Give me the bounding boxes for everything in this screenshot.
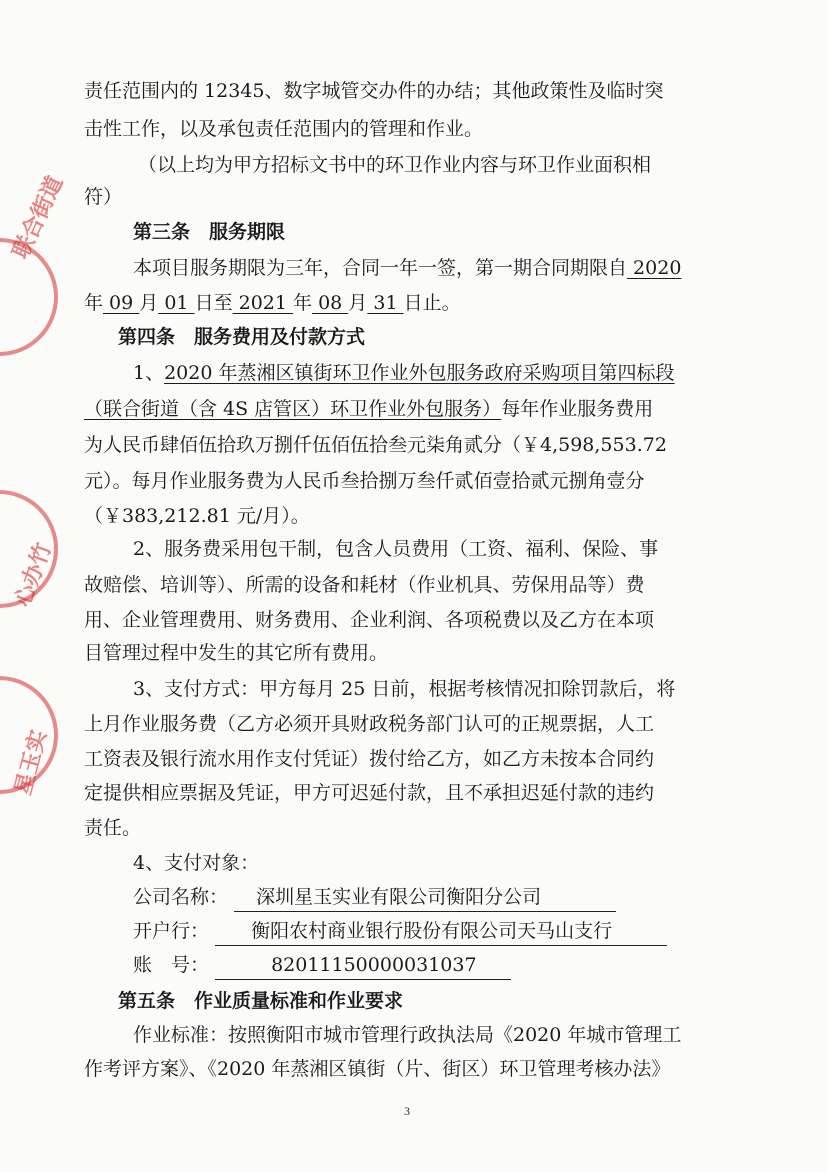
text-line: 故赔偿、培训等）、所需的设备和耗材（作业机具、劳保用品等）费 <box>84 574 645 596</box>
company-value: 深圳星玉实业有限公司衡阳分公司 <box>234 883 616 912</box>
text-line: 符） <box>84 186 123 208</box>
account-row <box>133 946 511 984</box>
service-term-line-2 <box>84 284 461 322</box>
service-term-line-1 <box>133 249 681 287</box>
start-day: 01 <box>158 292 195 314</box>
text-line: 工资表及银行流水用作支付凭证）拨付给乙方，如乙方未按本合同约 <box>84 748 655 770</box>
label: 月 <box>348 292 368 314</box>
label: 日至 <box>194 292 233 314</box>
seal-2-text: 心办竹 <box>10 539 57 611</box>
term-text: 本项目服务期限为三年，合同一年一签，第一期合同期限自 <box>133 257 628 279</box>
company-row <box>133 878 616 916</box>
text-line: 为人民币肆佰伍拾玖万捌仟伍佰伍拾叁元柒角贰分（￥4,598,553.72 <box>84 434 667 456</box>
term-start-year: 2020 <box>627 257 682 279</box>
label: 年 <box>84 292 104 314</box>
project-name-cont: （联合街道（含 4S 店管区）环卫作业外包服务） <box>84 398 502 420</box>
article-3-heading: 第三条 服务期限 <box>133 221 286 243</box>
label: 日止。 <box>403 292 461 314</box>
end-day: 31 <box>367 292 404 314</box>
end-year: 2021 <box>232 292 294 314</box>
bank-label: 开户行： <box>133 920 210 942</box>
fee-item-1 <box>133 354 675 392</box>
seal-1-text: 联合街道 <box>8 172 69 263</box>
project-name: 2020 年蒸湘区镇街环卫作业外包服务政府采购项目第四标段 <box>164 362 675 384</box>
account-value: 82011150000031037 <box>215 951 511 980</box>
label: 年 <box>293 292 313 314</box>
text-line: （￥383,212.81 元/月）。 <box>84 505 310 527</box>
company-label: 公司名称： <box>133 886 229 908</box>
bank-row <box>133 912 667 950</box>
text-line: 2、服务费采用包干制，包含人员费用（工资、福利、保险、事 <box>133 538 659 560</box>
text-line: （以上均为甲方招标文书中的环卫作业内容与环卫作业面积相 <box>138 154 652 176</box>
item-number: 1、 <box>133 362 165 384</box>
label: 月 <box>139 292 159 314</box>
text-line: 击性工作，以及承包责任范围内的管理和作业。 <box>84 118 484 140</box>
seal-3-text: 星玉实 <box>10 727 53 798</box>
account-label: 账 号： <box>133 954 210 976</box>
bank-value: 衡阳农村商业银行股份有限公司天马山支行 <box>215 917 667 946</box>
text-line: 作考评方案》、《2020 年蒸湘区镇街（片、街区）环卫管理考核办法》 <box>84 1058 671 1080</box>
text-line: 定提供相应票据及凭证，甲方可迟延付款，且不承担迟延付款的违约 <box>84 782 655 804</box>
text-line: 目管理过程中发生的其它所有费用。 <box>84 642 389 664</box>
article-4-heading: 第四条 服务费用及付款方式 <box>118 326 366 348</box>
text-line: 上月作业服务费（乙方必须开具财政税务部门认可的正规票据，人工 <box>84 713 655 735</box>
text: 每年作业服务费用 <box>501 398 654 420</box>
page-number: 3 <box>404 1104 410 1118</box>
text-line: 责任范围内的 12345、数字城管交办件的办结；其他政策性及临时突 <box>84 80 664 102</box>
text-line: 4、支付对象： <box>133 852 260 874</box>
article-5-heading: 第五条 作业质量标准和作业要求 <box>118 990 404 1012</box>
end-month: 08 <box>312 292 349 314</box>
text-line: 用、企业管理费用、财务费用、企业利润、各项税费以及乙方在本项 <box>84 609 655 631</box>
start-month: 09 <box>103 292 140 314</box>
text-line: 责任。 <box>84 817 142 839</box>
fee-item-1-line-2 <box>84 390 653 428</box>
text-line: 作业标准：按照衡阳市城市管理行政执法局《2020 年城市管理工 <box>133 1024 682 1046</box>
text-line: 元）。每月作业服务费为人民币叁拾捌万叁仟贰佰壹拾贰元捌角壹分 <box>84 470 645 492</box>
text-line: 3、支付方式：甲方每月 25 日前，根据考核情况扣除罚款后，将 <box>133 678 676 700</box>
